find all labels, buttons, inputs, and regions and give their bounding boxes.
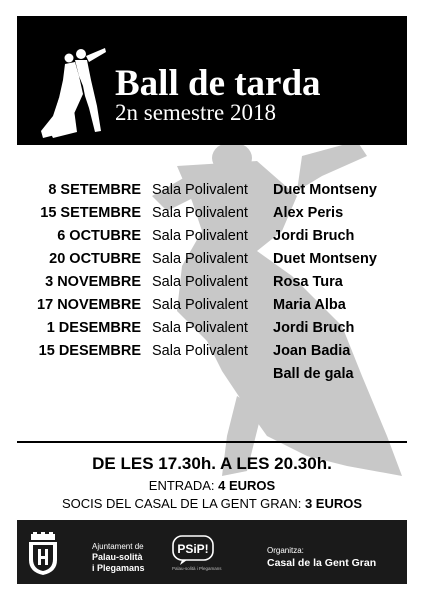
footer-bar	[17, 520, 407, 584]
event-date: 6 OCTUBRE	[57, 228, 141, 244]
organitza-label: Organitza:	[267, 546, 304, 555]
event-artist: Alex Peris	[273, 205, 344, 221]
event-venue: Sala Polivalent	[152, 343, 248, 359]
members-price-line	[17, 496, 407, 511]
poster-subtitle: 2n semestre 2018	[115, 100, 276, 125]
psip-logo-icon	[172, 535, 216, 565]
ajuntament-name	[92, 542, 145, 574]
event-date: 1 DESEMBRE	[46, 320, 141, 336]
schedule-row	[17, 251, 407, 273]
schedule-row	[17, 297, 407, 319]
event-date: 15 DESEMBRE	[38, 343, 141, 359]
schedule-row	[17, 274, 407, 296]
schedule-row	[17, 320, 407, 342]
schedule-row	[17, 343, 407, 365]
ajuntament-line1: Ajuntament de	[92, 542, 144, 551]
town-crest-icon	[23, 532, 63, 576]
event-artist: Maria Alba	[273, 297, 346, 313]
event-venue: Sala Polivalent	[152, 320, 248, 336]
ajuntament-line2: Palau-solità	[92, 552, 143, 562]
poster	[17, 16, 407, 584]
schedule-row	[17, 205, 407, 227]
event-artist: Joan Badia	[273, 343, 351, 359]
members-price: 3 EUROS	[304, 496, 363, 511]
entry-price-line	[17, 478, 407, 493]
event-hours: DE LES 17.30h. A LES 20.30h.	[92, 454, 332, 473]
dancing-couple-icon	[39, 46, 109, 146]
event-date: 8 SETEMBRE	[48, 182, 141, 198]
members-label: SOCIS DEL CASAL DE LA GENT GRAN:	[61, 496, 305, 511]
event-venue: Sala Polivalent	[152, 228, 248, 244]
event-date: 17 NOVEMBRE	[37, 297, 141, 313]
event-date: 15 SETEMBRE	[40, 205, 141, 221]
event-artist: Jordi Bruch	[273, 228, 355, 244]
schedule-row	[17, 182, 407, 204]
event-venue: Sala Polivalent	[152, 274, 248, 290]
event-venue: Sala Polivalent	[152, 205, 248, 221]
event-artist: Rosa Tura	[273, 274, 343, 290]
entry-price: 4 EUROS	[218, 478, 276, 493]
header-banner	[17, 16, 407, 145]
psip-logo-text: PSiP!	[177, 542, 209, 556]
event-date: 20 OCTUBRE	[49, 251, 141, 267]
event-date: 3 NOVEMBRE	[45, 274, 141, 290]
event-artist: Ball de gala	[273, 366, 354, 382]
event-venue: Sala Polivalent	[152, 251, 248, 267]
section-divider	[17, 441, 407, 443]
schedule-row	[17, 228, 407, 250]
ajuntament-line3: i Plegamans	[92, 563, 145, 573]
organizer-name: Casal de la Gent Gran	[267, 557, 377, 569]
entry-label: ENTRADA:	[148, 478, 219, 493]
event-venue: Sala Polivalent	[152, 182, 248, 198]
schedule-row	[17, 366, 407, 388]
event-artist: Duet Montseny	[273, 251, 377, 267]
event-venue: Sala Polivalent	[152, 297, 248, 313]
event-artist: Jordi Bruch	[273, 320, 355, 336]
psip-caption: Palau-solità i Plegamans	[172, 566, 222, 571]
event-artist: Duet Montseny	[273, 182, 377, 198]
poster-title: Ball de tarda	[115, 63, 321, 104]
